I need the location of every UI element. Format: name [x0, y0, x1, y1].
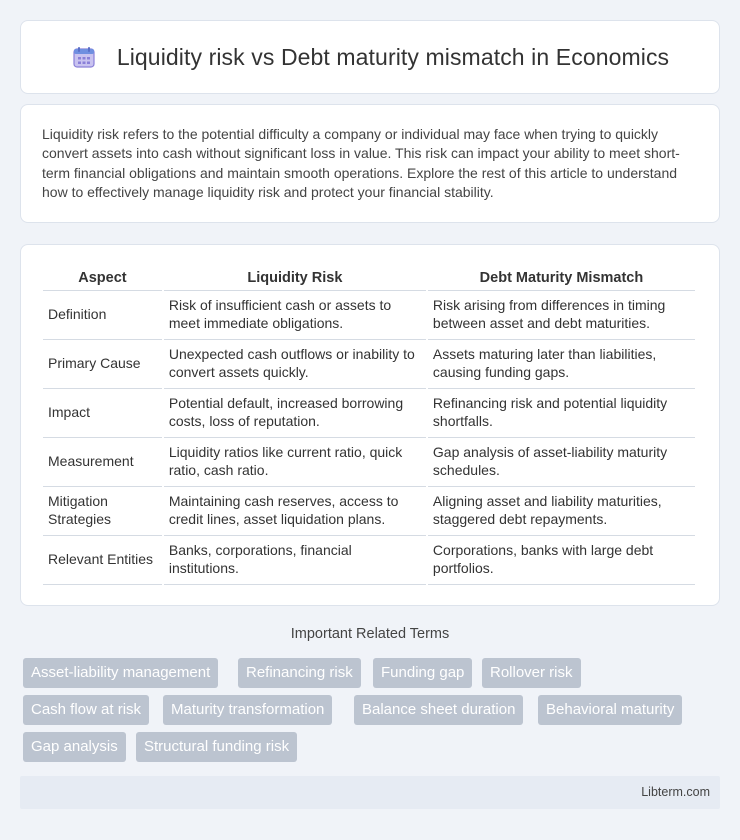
row-debt-maturity-mismatch: Aligning asset and liability maturities, staggered debt repayments.: [428, 487, 695, 536]
row-aspect: Primary Cause: [43, 340, 162, 389]
footer: [20, 776, 720, 809]
table-row: [43, 438, 695, 487]
row-aspect: Mitigation Strategies: [43, 487, 162, 536]
row-liquidity-risk: Banks, corporations, financial institutions.: [164, 536, 426, 585]
row-debt-maturity-mismatch: Gap analysis of asset-liability maturity schedules.: [428, 438, 695, 487]
tag-refinancing-risk[interactable]: Refinancing risk: [238, 658, 361, 688]
row-debt-maturity-mismatch: Corporations, banks with large debt portfolios.: [428, 536, 695, 585]
table-row: [43, 389, 695, 438]
tag-gap-analysis[interactable]: Gap analysis: [23, 732, 126, 762]
intro-card: [20, 104, 720, 223]
calendar-icon: [71, 44, 97, 70]
row-debt-maturity-mismatch: Risk arising from differences in timing between asset and debt maturities.: [428, 291, 695, 340]
tag-structural-funding-risk[interactable]: Structural funding risk: [136, 732, 297, 762]
intro-text: Liquidity risk refers to the potential difficulty a company or individual may face when trying to quickly convert assets into cash without significant loss in value. This risk can impact your ability to meet short-term financial obligations and maintain smooth operations. Explore the rest of this article to understand how to effectively manage liquidity risk and protect your financial stability.: [42, 126, 680, 200]
row-liquidity-risk: Unexpected cash outflows or inability to convert assets quickly.: [164, 340, 426, 389]
table-row: [43, 536, 695, 585]
tag-cash-flow-at-risk[interactable]: Cash flow at risk: [23, 695, 149, 725]
table-row: [43, 291, 695, 340]
row-aspect: Impact: [43, 389, 162, 438]
tag-maturity-transformation[interactable]: Maturity transformation: [163, 695, 332, 725]
header-aspect: Aspect: [43, 266, 162, 291]
header-liquidity-risk: Liquidity Risk: [164, 266, 426, 291]
tag-behavioral-maturity[interactable]: Behavioral maturity: [538, 695, 682, 725]
table-row: [43, 487, 695, 536]
row-aspect: Definition: [43, 291, 162, 340]
table-row: [43, 340, 695, 389]
page-title: Liquidity risk vs Debt maturity mismatch in Economics: [116, 43, 670, 70]
title-card: [20, 20, 720, 94]
tag-asset-liability-management[interactable]: Asset-liability management: [23, 658, 218, 688]
comparison-table: [41, 266, 697, 585]
footer-site-link[interactable]: Libterm.com: [641, 785, 710, 799]
row-aspect: Measurement: [43, 438, 162, 487]
header-debt-maturity-mismatch: Debt Maturity Mismatch: [428, 266, 695, 291]
comparison-table-card: [20, 244, 720, 606]
row-debt-maturity-mismatch: Assets maturing later than liabilities, causing funding gaps.: [428, 340, 695, 389]
related-terms-heading: Important Related Terms: [290, 626, 450, 642]
row-liquidity-risk: Risk of insufficient cash or assets to meet immediate obligations.: [164, 291, 426, 340]
row-liquidity-risk: Liquidity ratios like current ratio, quick ratio, cash ratio.: [164, 438, 426, 487]
table-header-row: [43, 266, 695, 291]
row-aspect: Relevant Entities: [43, 536, 162, 585]
tag-rollover-risk[interactable]: Rollover risk: [482, 658, 581, 688]
row-liquidity-risk: Maintaining cash reserves, access to credit lines, asset liquidation plans.: [164, 487, 426, 536]
row-debt-maturity-mismatch: Refinancing risk and potential liquidity shortfalls.: [428, 389, 695, 438]
tag-balance-sheet-duration[interactable]: Balance sheet duration: [354, 695, 523, 725]
tag-funding-gap[interactable]: Funding gap: [373, 658, 472, 688]
row-liquidity-risk: Potential default, increased borrowing costs, loss of reputation.: [164, 389, 426, 438]
